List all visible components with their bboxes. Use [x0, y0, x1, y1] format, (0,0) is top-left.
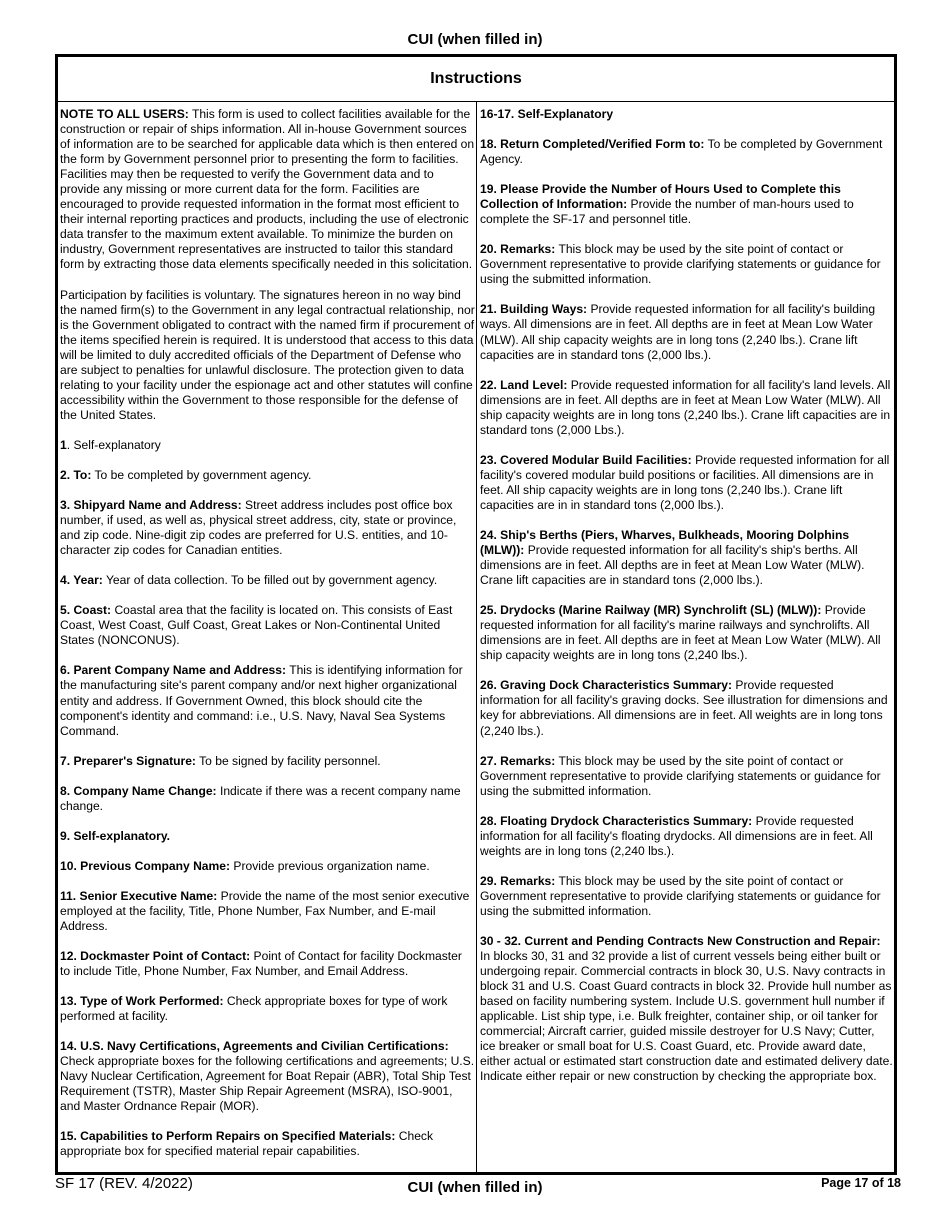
instruction-paragraph: [60, 859, 475, 874]
instruction-heading: 12. Dockmaster Point of Contact:: [60, 949, 251, 964]
instruction-heading: 18. Return Completed/Verified Form to:: [480, 137, 705, 152]
instruction-paragraph: [60, 994, 475, 1024]
instruction-text: Provide the number of man-hours used to complete the SF-17 and personnel title.: [480, 197, 854, 227]
instruction-paragraph: [480, 603, 893, 663]
instruction-paragraph: [60, 784, 475, 814]
instruction-heading: 1: [60, 437, 67, 452]
instruction-paragraph: [60, 438, 475, 453]
instruction-heading: 2. To:: [60, 467, 92, 482]
instruction-text: This form is used to collect facilities available for the construction or repair of ships information. All in-house Government sources of information are to be searched for applicable data which is then entered on the form by Government personnel prior to presenting the form to facilities. Facilities may then be requested to verify the Government data and to provide any missing or more current data for the form. Facilities are encouraged to provide requested information in the format most efficient to their internal reporting practices and products, including the use of electronic data transfer to the maximum extent available. To minimize the burden on industry, Government representatives are instructed to tailor this standard form by extracting those data elements specifically needed in this solicitation.: [60, 107, 475, 272]
instruction-text: Provide previous organization name.: [230, 858, 430, 873]
instruction-paragraph: [60, 1129, 475, 1159]
instruction-heading: 8. Company Name Change:: [60, 783, 217, 798]
instruction-paragraph: [480, 182, 893, 227]
instruction-text: Street address includes post office box number, if used, as well as, physical street address, city, state or province, and zip code. Nine-digit zip codes are preferred for U.S. entities, and 10-character zip codes for Canadian entities.: [60, 498, 457, 558]
instruction-paragraph: [480, 528, 893, 588]
instruction-text: Year of data collection. To be filled out by government agency.: [102, 573, 438, 588]
instruction-text: Provide requested information for all facility's building ways. All dimensions are in feet. All depths are in feet at Mean Low Water (MLW). All ship capacity weights are in long tons (2,240 lbs.). Crane lift capacities are in standard tons (2,000 lbs.).: [480, 302, 876, 362]
instruction-paragraph: [60, 1039, 475, 1114]
instruction-text: To be completed by government agency.: [91, 467, 312, 482]
instruction-heading: 3. Shipyard Name and Address:: [60, 498, 242, 513]
instruction-paragraph: [60, 949, 475, 979]
instruction-text: Participation by facilities is voluntary. The signatures hereon in no way bind the named firm(s) to the Government in any legal contractual relationship, nor is the Government obligated to contract with the named firm if procurement of the items specified herein is required. It is understood that access to this data will be limited to duly accredited officials of the Department of Defense who are subject to penalties for unlawful disclosure. The protection given to data relating to your facility under the espionage act and other statutes will confine accessibility within the Government to those responsible for the defense of the United States.: [60, 287, 475, 422]
instruction-text: This block may be used by the site point of contact or Government representative to provide clarifying statements or guidance for using the submitted information.: [480, 753, 881, 798]
instruction-heading: 5. Coast:: [60, 603, 112, 618]
instruction-heading: 26. Graving Dock Characteristics Summary:: [480, 678, 733, 693]
cui-footer: CUI (when filled in): [407, 1179, 543, 1196]
instruction-paragraph: [60, 573, 475, 588]
instruction-heading: 23. Covered Modular Build Facilities:: [480, 452, 692, 467]
instruction-heading: 9. Self-explanatory.: [60, 828, 171, 843]
instruction-heading: 30 - 32. Current and Pending Contracts New Construction and Repair:: [480, 933, 881, 948]
instruction-heading: NOTE TO ALL USERS:: [60, 107, 189, 121]
instructions-frame: [55, 54, 897, 1175]
instruction-heading: 7. Preparer's Signature:: [60, 753, 196, 768]
instruction-text: Check appropriate box for specified material repair capabilities.: [60, 1129, 434, 1159]
instruction-paragraph: [60, 663, 475, 738]
instruction-text: Indicate if there was a recent company name change.: [60, 783, 461, 813]
instruction-text: In blocks 30, 31 and 32 provide a list of current vessels being either built or undergoing repair. Commercial contracts in block 30, U.S. Navy contracts in block 31 and U.S. Coast Guard contracts in block 32. Provide hull number as based on facility numbering system. Include U.S. government hull number if applicable. List ship type, i.e. Bulk freighter, container ship, or oil tanker for commercial; Aircraft carrier, guided missile destroyer for U.S Navy; Cutter, ice breaker or small boat for U.S. Coast Guard, etc. Provide award date, either actual or estimated start construction date and estimated delivery date. Indicate either repair or new construction by checking the appropriate box.: [480, 949, 893, 1084]
instruction-paragraph: [480, 137, 893, 167]
instruction-paragraph: [60, 107, 475, 273]
form-id: SF 17 (REV. 4/2022): [55, 1175, 193, 1192]
instruction-text: Provide requested information for all facility's land levels. All dimensions are in feet. All depths are in feet at Mean Low Water (MLW). All ship capacity weights are in long tons (2,240 lbs.). Crane lift capacities are in standard tons (2,000 Lbs.).: [480, 377, 891, 437]
instruction-heading: 13. Type of Work Performed:: [60, 994, 224, 1009]
cui-header: CUI (when filled in): [407, 31, 543, 48]
instruction-text: This is identifying information for the manufacturing site's parent company and/or next higher organizational entity and address. If Government Owned, this block should cite the component's identity and command: i.e., U.S. Navy, Naval Sea Systems Command.: [60, 663, 463, 738]
instruction-heading: 22. Land Level:: [480, 377, 568, 392]
instruction-text: Provide requested information for all facility's ship's berths. All dimensions are in feet. All depths are in feet at Mean Low Water (MLW). Crane lift capacities are in standard tons (2,000 lbs.).: [480, 543, 865, 588]
instruction-text: Point of Contact for facility Dockmaster to include Title, Phone Number, Fax Number, and Email Address.: [60, 949, 462, 979]
instruction-paragraph: [60, 468, 475, 483]
instruction-paragraph: [480, 107, 893, 122]
instruction-paragraph: [480, 754, 893, 799]
instruction-paragraph: [480, 453, 893, 513]
instruction-heading: 11. Senior Executive Name:: [60, 888, 218, 903]
instruction-text: Check appropriate boxes for the following certifications and agreements; U.S. Navy Nuclear Certification, Agreement for Boat Repair (ABR), Total Ship Test Requirement (TSTR), Master Ship Repair Agreement (MSRA), ISO-9001, and Master Ordnance Repair (MOR).: [60, 1054, 475, 1114]
instruction-paragraph: [480, 302, 893, 362]
instruction-text: Provide the name of the most senior executive employed at the facility, Title, Phone Number, Fax Number, and E-mail Address.: [60, 888, 470, 933]
instruction-paragraph: [60, 603, 475, 648]
instruction-paragraph: [60, 498, 475, 558]
instruction-heading: 21. Building Ways:: [480, 302, 588, 317]
instruction-paragraph: [480, 874, 893, 919]
instruction-text: Provide requested information for all facility's floating drydocks. All dimensions are in feet. All weights are in long tons (2,240 lbs.).: [480, 813, 873, 858]
instruction-text: Coastal area that the facility is located on. This consists of East Coast, West Coast, Gulf Coast, Great Lakes or Non-Continental United States (NONCONUS).: [60, 603, 453, 648]
instruction-heading: 20. Remarks:: [480, 242, 556, 257]
instruction-paragraph: [480, 814, 893, 859]
right-column: [478, 102, 894, 1172]
instruction-heading: 29. Remarks:: [480, 873, 556, 888]
instruction-paragraph: [60, 829, 475, 844]
page-number: Page 17 of 18: [821, 1176, 901, 1190]
instruction-text: To be completed by Government Agency.: [480, 137, 883, 167]
instruction-text: Check appropriate boxes for type of work performed at facility.: [60, 994, 448, 1024]
instruction-heading: 25. Drydocks (Marine Railway (MR) Synchrolift (SL) (MLW)):: [480, 603, 822, 618]
instruction-heading: 4. Year:: [60, 573, 103, 588]
instruction-heading: 16-17. Self-Explanatory: [480, 107, 614, 121]
instruction-paragraph: [480, 934, 893, 1084]
instruction-text: This block may be used by the site point of contact or Government representative to provide clarifying statements or guidance for using the submitted information.: [480, 873, 881, 918]
instruction-heading: 6. Parent Company Name and Address:: [60, 663, 287, 678]
instruction-heading: 10. Previous Company Name:: [60, 858, 231, 873]
instruction-paragraph: [60, 288, 475, 423]
instruction-paragraph: [480, 678, 893, 738]
instruction-text: To be signed by facility personnel.: [195, 753, 381, 768]
instruction-paragraph: [60, 889, 475, 934]
instruction-text: This block may be used by the site point of contact or Government representative to provide clarifying statements or guidance for using the submitted information.: [480, 242, 881, 287]
instruction-paragraph: [480, 242, 893, 287]
instruction-text: . Self-explanatory: [66, 437, 161, 452]
instruction-paragraph: [480, 378, 893, 438]
instruction-text: Provide requested information for all facility's marine railways and synchrolifts. All dimensions are in feet. All depths are in feet at Mean Low Water (MLW). All ship capacity weights are in long tons (2,240 lbs.).: [480, 603, 881, 663]
left-column: [58, 102, 477, 1172]
instruction-paragraph: [60, 754, 475, 769]
instruction-heading: 27. Remarks:: [480, 753, 556, 768]
instruction-heading: 15. Capabilities to Perform Repairs on Specified Materials:: [60, 1129, 396, 1144]
instruction-heading: 19. Please Provide the Number of Hours Used to Complete this Collection of Information:: [480, 182, 841, 212]
instruction-text: Provide requested information for all facility's graving docks. See illustration for dimensions and key for abbreviations. All dimensions are in feet. All weights are in long tons (2,240 lbs.).: [480, 678, 888, 738]
instruction-heading: 14. U.S. Navy Certifications, Agreements and Civilian Certifications:: [60, 1039, 449, 1054]
instruction-text: Provide requested information for all facility's covered modular build positions or facilities. All dimensions are in feet. All ship capacity weights are in long tons (2,240 lbs.). Crane lift capacities are in in standard tons (2,000 lbs.).: [480, 452, 890, 512]
section-title: Instructions: [58, 57, 894, 102]
instruction-heading: 24. Ship's Berths (Piers, Wharves, Bulkheads, Mooring Dolphins (MLW)):: [480, 527, 850, 558]
instruction-heading: 28. Floating Drydock Characteristics Summary:: [480, 813, 753, 828]
